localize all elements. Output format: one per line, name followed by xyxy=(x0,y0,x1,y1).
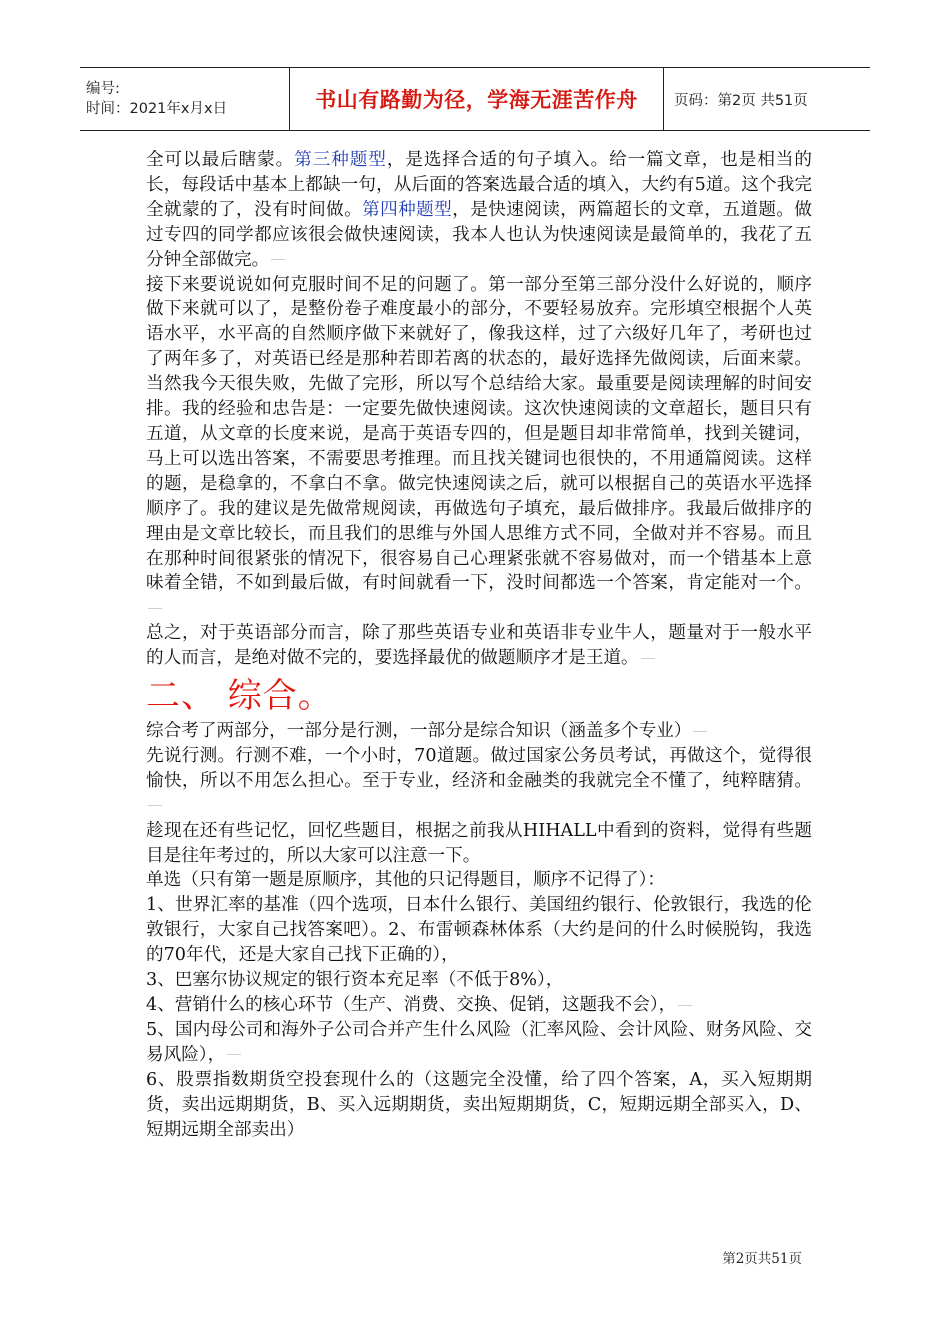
keyword-third-type: 第三种题型 xyxy=(294,150,387,170)
paragraph-mark xyxy=(227,1054,241,1055)
paragraph-mark xyxy=(271,259,285,260)
paragraph-mark xyxy=(148,608,162,609)
text-run: 单选（只有第一题是原顺序，其他的只记得题目，顺序不记得了）： xyxy=(146,870,666,891)
paragraph-mark xyxy=(148,805,162,806)
text-run: 3、巴塞尔协议规定的银行资本充足率（不低于8%）， xyxy=(146,970,564,991)
paragraph-aptitude-test xyxy=(146,744,812,819)
paragraph-mark xyxy=(641,658,655,659)
list-item-question-6 xyxy=(146,1068,812,1143)
paragraph-single-choice-heading xyxy=(146,868,812,893)
text-run: 4、营销什么的核心环节（生产、消费、交换、促销，这题我不会）， xyxy=(146,995,677,1015)
list-item-question-4 xyxy=(146,993,812,1018)
page-header xyxy=(80,67,870,131)
keyword-fourth-type: 第四种题型 xyxy=(362,199,453,220)
section-title: 二、 综合。 xyxy=(146,676,333,717)
paragraph-comprehensive-intro xyxy=(146,719,812,744)
paragraph-mark xyxy=(678,1005,692,1006)
document-body xyxy=(146,148,812,1142)
text-run: 接下来要说说如何克服时间不足的问题了。第一部分至第三部分没什么好说的，顺序做下来就可以了，是整份卷子难度最小的部分，不要轻易放弃。完形填空根据个人英语水平，水平高的自然顺序做下来就好了，像我这样，过了六级好几年了，考研也过了两年多了，对英语已经是那种若即若离的状态的，最好选择先做阅读，后面来蒙。当然我今天很失败，先做了完形，所以写个总结给大家。最重要是阅读理解的时间安排。我的经验和忠告是：一定要先做快速阅读。这次快速阅读的文章超长，题目只有五道，从文章的长度来说，是高于英语专四的，但是题目却非常简单，找到关键词，马上可以选出答案，不需要思考推理。而且找关键词也很快的，不用通篇阅读。这样的题，是稳拿的，不拿白不拿。做完快速阅读之后，就可以根据自己的英语水平选择顺序了。我的建议是先做常规阅读，再做选句子填充，最后做排序。我最后做排序的理由是文章比较长，而且我们的思维与外国人思维方式不同，全做对并不容易。而且在那种时间很紧张的情况下，很容易自己心理紧张就不容易做对，而一个错基本上意味着全错，不如到最后做，有时间就看一下，没时间都选一个答案，肯定能对一个。 xyxy=(146,274,812,594)
page-footer xyxy=(722,1247,802,1267)
text-run: 1、世界汇率的基准（四个选项，日本什么银行、美国纽约银行、伦敦银行，我选的伦敦银行，大家自己找答案吧）。2、布雷顿森林体系（大约是问的什么时候脱钩，我选的70年代，还是大家自己找下正确的）， xyxy=(146,895,812,966)
text-run: 总之，对于英语部分而言，除了那些英语专业和英语非专业牛人，题量对于一般水平的人而言，是绝对做不完的，要选择最优的做题顺序才是王道。 xyxy=(146,623,812,669)
paragraph-time-management xyxy=(146,273,812,622)
text-run: 5、国内母公司和海外子公司合并产生什么风险（汇率风险、会计风险、财务风险、交易风险）， xyxy=(146,1019,812,1065)
header-motto xyxy=(289,68,664,130)
text-run: 6、股票指数期货空投套现什么的（这题完全没懂，给了四个答案，A，买入短期期货，卖出远期期货，B、买入远期期货，卖出短期期货，C，短期远期全部买入，D、短期远期全部卖出） xyxy=(146,1069,812,1140)
header-page-number xyxy=(664,68,870,130)
list-item-question-3 xyxy=(146,968,812,993)
paragraph-recall xyxy=(146,819,812,869)
header-date: 时间：2021年x月x日 xyxy=(86,101,228,117)
header-page-text: 页码：第2页 共51页 xyxy=(674,92,808,109)
list-item-question-1-2 xyxy=(146,893,812,968)
paragraph-question-types xyxy=(146,148,812,273)
paragraph-mark xyxy=(693,731,707,732)
text-run: 先说行测。行测不难，一个小时，70道题。做过国家公务员考试，再做这个，觉得很愉快，所以不用怎么担心。至于专业，经济和金融类的我就完全不懂了，纯粹瞎猜。 xyxy=(146,745,812,791)
list-item-question-5 xyxy=(146,1018,812,1068)
text-run: 全可以最后瞎蒙。 xyxy=(146,150,295,170)
text-run: 趁现在还有些记忆，回忆些题目，根据之前我从HIHALL中看到的资料，觉得有些题目是往年考过的，所以大家可以注意一下。 xyxy=(146,820,812,866)
header-motto-text: 书山有路勤为径，学海无涯苦作舟 xyxy=(315,88,638,112)
text-run: ，是快速阅读，两篇超长的文章，五道题。做过专四的同学都应该很会做快速阅读，我本人也认为快速阅读是最简单的，我花了五分钟全部做完。 xyxy=(146,199,812,270)
paragraph-summary xyxy=(146,621,812,671)
header-number: 编号: xyxy=(86,81,120,97)
text-run: ，是选择合适的句子填入。给一篇文章，也是相当的长，每段话中基本上都缺一句，从后面的答案选最合适的填入，大约有5道。这个我完全就蒙的了，没有时间做。 xyxy=(146,150,812,220)
text-run: 综合考了两部分，一部分是行测，一部分是综合知识（涵盖多个专业） xyxy=(146,721,692,742)
header-meta xyxy=(80,68,289,130)
footer-page-number: 第2页共51页 xyxy=(722,1251,802,1267)
